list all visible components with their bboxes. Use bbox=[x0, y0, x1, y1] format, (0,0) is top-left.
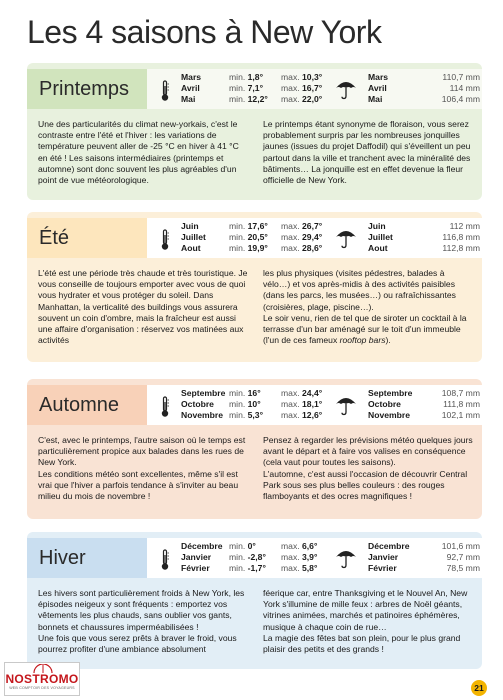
month-label: Mars bbox=[181, 72, 202, 82]
rainfall-value: 102,1 mm bbox=[441, 410, 480, 420]
month-label: Novembre bbox=[368, 410, 411, 420]
max-temp: 28,6° bbox=[302, 243, 323, 253]
page-number: 21 bbox=[471, 680, 487, 696]
rainfall-table bbox=[368, 221, 480, 254]
paragraph bbox=[263, 313, 474, 347]
rainfall-row bbox=[368, 243, 480, 254]
temperature-table bbox=[181, 541, 329, 574]
min-label: min. bbox=[229, 399, 246, 409]
max-label: max. bbox=[281, 552, 300, 562]
temperature-row bbox=[181, 221, 329, 232]
text-column-right bbox=[263, 268, 474, 346]
max-temp: 3,9° bbox=[302, 552, 318, 562]
min-label: min. bbox=[229, 410, 246, 420]
text-column-left bbox=[38, 119, 249, 186]
min-label: min. bbox=[229, 541, 246, 551]
paragraph: L'été est une période très chaude et très touristique. Je vous conseille de toujours emporter avec vous de quoi vous hydrater et vous protéger du soleil. Dans Manhattan, la verticalité des buildings vous assurera souvent un coin d'ombre, mais la fraîcheur est aussi une affaire d'organisation : réservez vos matinées aux activités bbox=[38, 268, 248, 346]
max-temp: 10,3° bbox=[302, 72, 323, 82]
weather-stats bbox=[155, 218, 482, 258]
max-label: max. bbox=[281, 221, 300, 231]
thermometer-icon bbox=[160, 549, 170, 571]
rainfall-row bbox=[368, 541, 480, 552]
logo-tagline: WEB COMPTOIR DES VOYAGEURS bbox=[9, 686, 75, 690]
season-header bbox=[27, 385, 482, 425]
min-label: min. bbox=[229, 94, 246, 104]
max-label: max. bbox=[281, 232, 300, 242]
max-temp: 29,4° bbox=[302, 232, 323, 242]
min-temp: 0° bbox=[247, 541, 256, 551]
min-temp: 10° bbox=[247, 399, 261, 409]
month-label: Mai bbox=[181, 94, 196, 104]
rainfall-value: 101,6 mm bbox=[441, 541, 480, 551]
weather-stats bbox=[155, 69, 482, 109]
paragraph: les plus physiques (visites pédestres, balades à vélo…) et vos après-midis à des activités paisibles (dans les parcs, les musées…) ou rafraîchissantes (croisières, plage, piscine…). bbox=[263, 268, 456, 312]
text-run: Le soir venu, rien de tel que de siroter un cocktail à la terrasse d'un bar aménagé sur le toit d'un immeuble (l'un de ces fameux bbox=[263, 312, 467, 346]
max-temp: 26,7° bbox=[302, 221, 323, 231]
thermometer-icon bbox=[160, 80, 170, 102]
rainfall-value: 106,4 mm bbox=[441, 94, 480, 104]
min-temp: 1,8° bbox=[247, 72, 264, 82]
month-label: Avril bbox=[368, 83, 387, 93]
rainfall-value: 110,7 mm bbox=[442, 72, 480, 82]
rainfall-row bbox=[368, 388, 480, 399]
nostromo-logo bbox=[4, 662, 80, 696]
min-label: min. bbox=[229, 72, 246, 82]
min-temp: 16° bbox=[247, 388, 261, 398]
rainfall-table bbox=[368, 72, 480, 105]
max-temp: 18,1° bbox=[302, 399, 323, 409]
season-title: Printemps bbox=[27, 69, 147, 109]
temperature-row bbox=[181, 541, 329, 552]
max-temp: 5,8° bbox=[302, 563, 318, 573]
season-description bbox=[38, 119, 474, 186]
temperature-row bbox=[181, 94, 329, 105]
rainfall-row bbox=[368, 72, 480, 83]
month-label: Juin bbox=[181, 221, 199, 231]
min-label: min. bbox=[229, 83, 246, 93]
month-label: Avril bbox=[181, 83, 200, 93]
rainfall-table bbox=[368, 541, 480, 574]
paragraph: Les hivers sont particulièrement froids à New York, les épisodes neigeux y sont fréquents : emportez vos vêtements les plus chauds, sans oublier vos gants, bonnets et chaussures imperméabilisées ! bbox=[38, 588, 245, 632]
rainfall-row bbox=[368, 552, 480, 563]
temperature-row bbox=[181, 243, 329, 254]
rainfall-row bbox=[368, 232, 480, 243]
temperature-row bbox=[181, 232, 329, 243]
month-label: Aout bbox=[368, 243, 388, 253]
paragraph: C'est, avec le printemps, l'autre saison où le temps est particulièrement propice aux balades dans les rues de New York. bbox=[38, 435, 246, 468]
text-column-left bbox=[38, 588, 249, 655]
temperature-row bbox=[181, 399, 329, 410]
rainfall-row bbox=[368, 563, 480, 574]
temperature-row bbox=[181, 410, 329, 421]
min-temp: 7,1° bbox=[247, 83, 264, 93]
rainfall-value: 108,7 mm bbox=[441, 388, 480, 398]
season-hiver bbox=[27, 532, 482, 669]
temperature-table bbox=[181, 221, 329, 254]
min-label: min. bbox=[229, 552, 246, 562]
rainfall-row bbox=[368, 94, 480, 105]
text-column-right bbox=[263, 119, 474, 186]
umbrella-icon bbox=[335, 227, 357, 249]
max-label: max. bbox=[281, 388, 300, 398]
temperature-table bbox=[181, 72, 329, 105]
season-header bbox=[27, 69, 482, 109]
min-label: min. bbox=[229, 388, 246, 398]
text-column-left bbox=[38, 435, 249, 502]
month-label: Janvier bbox=[368, 552, 399, 562]
umbrella-icon bbox=[335, 394, 357, 416]
season-title: Hiver bbox=[27, 538, 147, 578]
paragraph: Le printemps étant synonyme de floraison, vous serez probablement surpris par les nombreuses jonquilles jaunes (issues du projet Daffodil) qui s'éveillent un peu partout dans la ville et tranchent avec la minéralité des bâtiments… La jonquille est en effet devenue la fleur officielle de New York. bbox=[263, 119, 471, 186]
rainfall-row bbox=[368, 83, 480, 94]
month-label: Juillet bbox=[368, 232, 393, 242]
umbrella-icon bbox=[335, 547, 357, 569]
min-temp: 12,2° bbox=[247, 94, 268, 104]
min-temp: 5,3° bbox=[247, 410, 264, 420]
month-label: Septembre bbox=[181, 388, 226, 398]
max-label: max. bbox=[281, 94, 300, 104]
max-label: max. bbox=[281, 541, 300, 551]
paragraph: Une des particularités du climat new-yorkais, c'est le contraste entre l'été et l'hiver : les variations de température peuvent aller de -25 °C en hiver à 41 °C en été ! Les saisons intermédiaires (printemps et automne) sont donc souvent les plus agréables d'un point de vue météorologique. bbox=[38, 119, 239, 186]
min-label: min. bbox=[229, 243, 246, 253]
month-label: Juin bbox=[368, 221, 386, 231]
month-label: Juillet bbox=[181, 232, 206, 242]
temperature-row bbox=[181, 563, 329, 574]
season-description bbox=[38, 588, 474, 655]
season-header bbox=[27, 538, 482, 578]
month-label: Octobre bbox=[181, 399, 214, 409]
max-temp: 6,6° bbox=[302, 541, 318, 551]
rainfall-value: 78,5 mm bbox=[446, 563, 480, 573]
min-temp: 19,9° bbox=[247, 243, 268, 253]
text-column-right bbox=[263, 588, 474, 655]
season-automne bbox=[27, 379, 482, 519]
rainfall-value: 114 mm bbox=[449, 83, 480, 93]
month-label: Aout bbox=[181, 243, 201, 253]
max-label: max. bbox=[281, 399, 300, 409]
rainfall-value: 111,8 mm bbox=[443, 399, 480, 409]
season-ete bbox=[27, 212, 482, 362]
month-label: Février bbox=[181, 563, 210, 573]
thermometer-icon bbox=[160, 396, 170, 418]
season-description bbox=[38, 268, 474, 346]
temperature-row bbox=[181, 552, 329, 563]
max-label: max. bbox=[281, 72, 300, 82]
month-label: Décembre bbox=[181, 541, 223, 551]
min-temp: -1,7° bbox=[247, 563, 266, 573]
paragraph: Les conditions météo sont excellentes, même s'il est vrai que l'hiver a parfois tendance à s'inviter au beau milieu du mois de novembre ! bbox=[38, 468, 239, 502]
max-temp: 22,0° bbox=[302, 94, 323, 104]
min-label: min. bbox=[229, 232, 246, 242]
text-run: ). bbox=[385, 335, 391, 346]
text-column-right bbox=[263, 435, 474, 502]
season-title: Été bbox=[27, 218, 147, 258]
season-title: Automne bbox=[27, 385, 147, 425]
month-label: Janvier bbox=[181, 552, 212, 562]
month-label: Février bbox=[368, 563, 397, 573]
text-column-left bbox=[38, 268, 249, 346]
paragraph: Pensez à regarder les prévisions météo quelques jours avant le départ et à faire vos valises en conséquence (cela vaut pour toutes les saisons). bbox=[263, 435, 473, 468]
rainfall-table bbox=[368, 388, 480, 421]
max-label: max. bbox=[281, 410, 300, 420]
paragraph: L'automne, c'est aussi l'occasion de découvrir Central Park sous ses plus belles couleurs : des rouges flamboyants et des ocres magnifiques ! bbox=[263, 468, 468, 502]
italic-term: rooftop bars bbox=[339, 335, 386, 346]
max-label: max. bbox=[281, 563, 300, 573]
weather-stats bbox=[155, 385, 482, 425]
min-label: min. bbox=[229, 563, 246, 573]
rainfall-row bbox=[368, 410, 480, 421]
season-description bbox=[38, 435, 474, 502]
season-header bbox=[27, 218, 482, 258]
paragraph: féerique car, entre Thanksgiving et le Nouvel An, New York s'illumine de mille feux : arbres de Noël géants, vitrines animées, marchés et patinoires éphémères, musique à chaque coin de rue… bbox=[263, 588, 468, 632]
rainfall-value: 112,8 mm bbox=[442, 243, 480, 253]
month-label: Novembre bbox=[181, 410, 224, 420]
thermometer-icon bbox=[160, 229, 170, 251]
paragraph: Une fois que vous serez prêts à braver le froid, vous pourrez profiter d'une ambiance absolument bbox=[38, 632, 237, 655]
max-label: max. bbox=[281, 243, 300, 253]
rainfall-row bbox=[368, 221, 480, 232]
umbrella-icon bbox=[335, 78, 357, 100]
rainfall-value: 92,7 mm bbox=[446, 552, 480, 562]
logo-name: NOSTROMO bbox=[5, 672, 79, 686]
min-label: min. bbox=[229, 221, 246, 231]
month-label: Octobre bbox=[368, 399, 401, 409]
weather-stats bbox=[155, 538, 482, 578]
max-temp: 16,7° bbox=[302, 83, 323, 93]
rainfall-value: 112 mm bbox=[449, 221, 480, 231]
min-temp: 17,6° bbox=[247, 221, 268, 231]
temperature-row bbox=[181, 72, 329, 83]
max-temp: 12,6° bbox=[302, 410, 323, 420]
temperature-row bbox=[181, 83, 329, 94]
rainfall-value: 116,8 mm bbox=[442, 232, 480, 242]
page-title: Les 4 saisons à New York bbox=[27, 14, 382, 50]
month-label: Septembre bbox=[368, 388, 413, 398]
max-temp: 24,4° bbox=[302, 388, 323, 398]
month-label: Mai bbox=[368, 94, 383, 104]
season-printemps bbox=[27, 63, 482, 200]
min-temp: 20,5° bbox=[247, 232, 268, 242]
max-label: max. bbox=[281, 83, 300, 93]
paragraph: La magie des fêtes bat son plein, pour le plus grand plaisir des petits et des grands ! bbox=[263, 632, 461, 655]
min-temp: -2,8° bbox=[247, 552, 266, 562]
rainfall-row bbox=[368, 399, 480, 410]
month-label: Décembre bbox=[368, 541, 410, 551]
temperature-table bbox=[181, 388, 329, 421]
month-label: Mars bbox=[368, 72, 389, 82]
temperature-row bbox=[181, 388, 329, 399]
